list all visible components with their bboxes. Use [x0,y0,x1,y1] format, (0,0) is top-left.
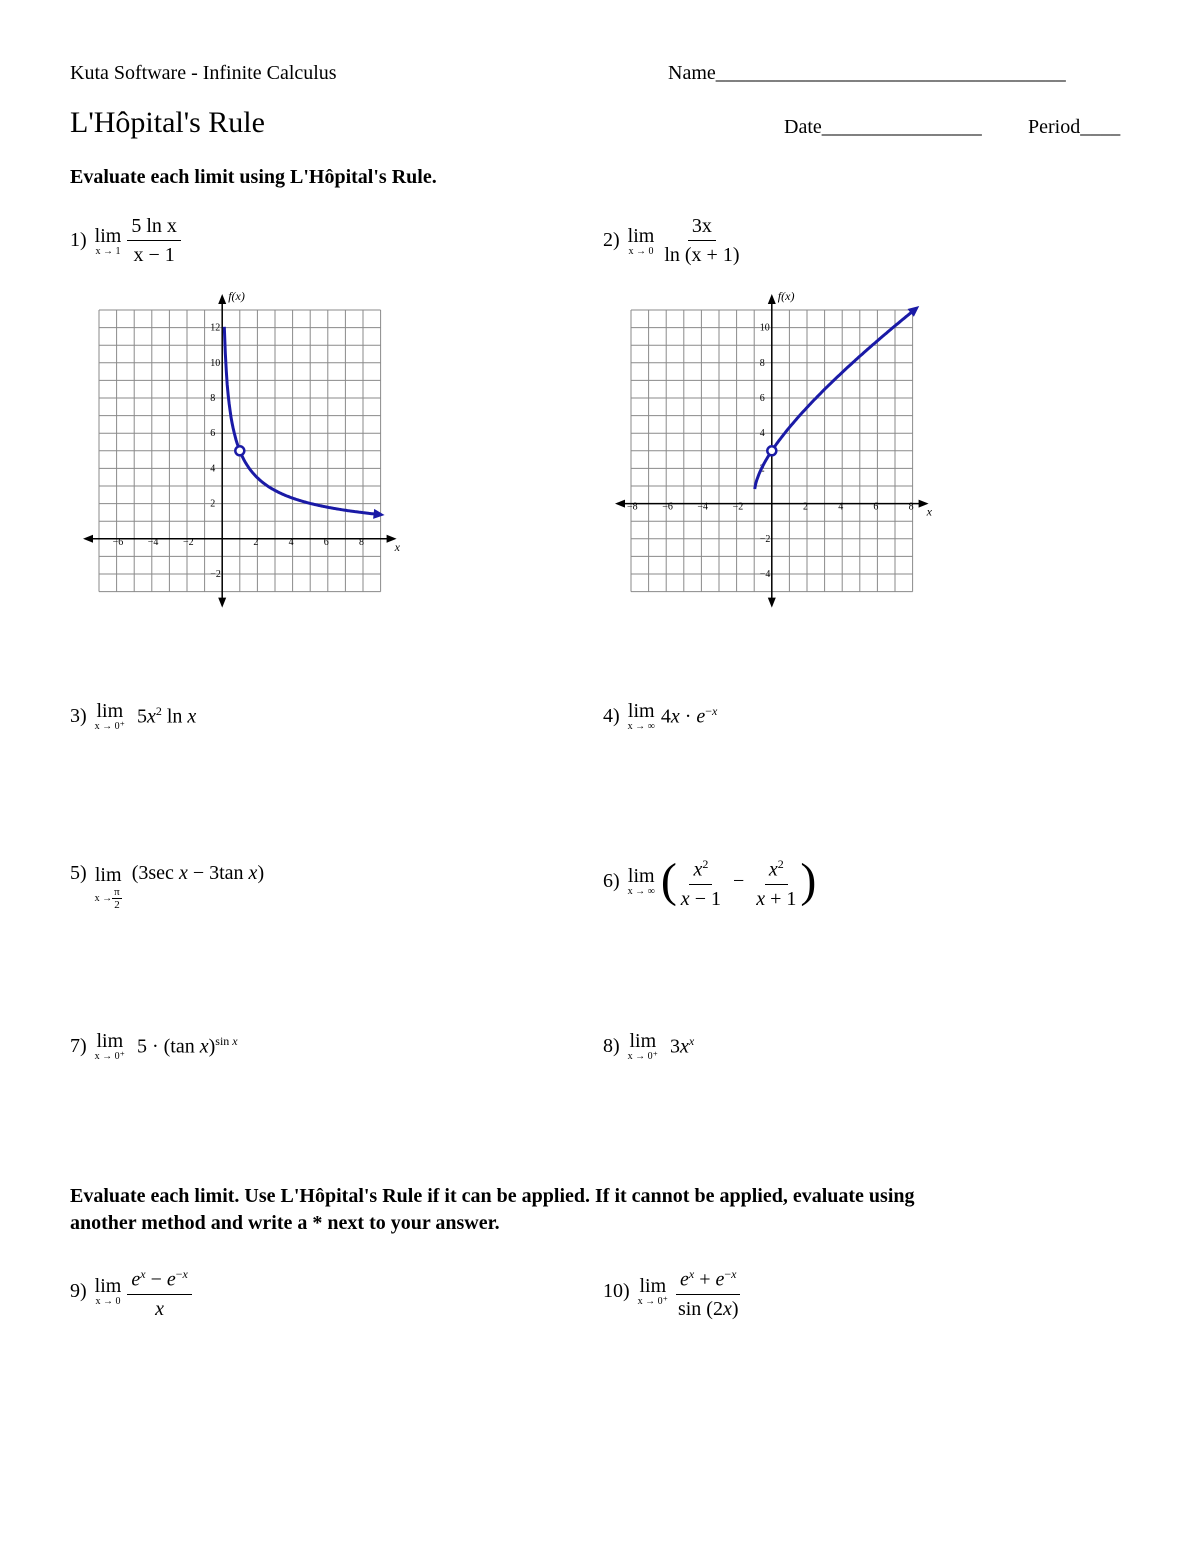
limit-operator: lim x → 0⁺ [94,1030,125,1062]
x-tick-label: 4 [838,501,844,513]
problem-number: 2) [603,229,620,251]
limit-operator: lim x → 0⁺ [94,700,125,732]
limit-operator: lim x → ∞ [627,700,655,732]
denominator: x − 1 [133,244,175,266]
y-tick-label: 2 [210,498,216,510]
x-tick-label: 4 [288,536,294,548]
hole-point [235,446,244,455]
y-tick-label: 2 [759,463,765,475]
y-axis-arrow-down [218,598,226,608]
section2-instructions-line2: another method and write a * next to your answer. [70,1212,500,1234]
problem-number: 8) [603,1034,620,1057]
problem-1 [70,214,181,267]
problem-7 [70,1030,238,1062]
problem-number: 1) [70,229,87,251]
name-field[interactable]: Name___________________________________ [668,62,1066,84]
y-tick-label: −2 [210,569,221,580]
date-field[interactable]: Date________________ [784,116,982,138]
y-tick-label: 6 [759,393,765,404]
section2-instructions-line1: Evaluate each limit. Use L'Hôpital's Rule if it can be applied. If it cannot be applied, evaluate using [70,1185,915,1207]
problem-9 [70,1262,192,1321]
fraction: $\frac{e^x + e^{-x}}{\sin (2x)}$ [674,1262,743,1321]
fraction [660,214,743,267]
x-tick-label: −8 [627,501,638,513]
hole-point [767,446,776,455]
problem-number: 4) [603,704,620,727]
problem-5 [70,850,265,911]
publisher-label: Kuta Software - Infinite Calculus [70,62,337,84]
numerator: 3x [688,214,716,241]
problem-number: 5) [70,862,87,884]
y-axis-arrow-up [218,294,226,304]
fraction: $\frac{x^2}{x + 1}$ [752,852,800,911]
y-tick-label: 6 [210,428,216,440]
y-tick-label: 8 [210,393,216,404]
limit-operator: lim x → 0⁺ [637,1275,668,1308]
limit-operator: lim x → 0 [627,224,655,257]
problem-2 [603,214,744,267]
limit-operator: lim x → ∞ [627,865,655,898]
y-axis-arrow-up [768,294,776,304]
problem-number: 6) [603,869,620,892]
expression: $5x^2$ ln x [136,703,197,728]
x-tick-label: −2 [183,536,194,548]
y-tick-label: 12 [210,322,221,334]
y-tick-label: 10 [210,357,221,369]
problem-6: 6) lim x → ∞ ( $\frac{x^2}{x - 1}$ − $\frac{x^2}{x + 1}$ ) [603,852,816,911]
period-field[interactable]: Period____ [1028,116,1121,138]
section1-instructions: Evaluate each limit using L'Hôpital's Rule. [70,166,437,188]
problem-4 [603,700,717,732]
expression: (3sec x − 3tan x) [131,862,265,884]
limit-operator: lim x → $\frac{\pi}{2}$ [94,864,122,911]
x-axis-arrow-left [83,535,93,543]
x-axis-arrow-left [615,500,625,508]
x-tick-label: 2 [253,536,259,548]
expression: $3x^x$ [669,1033,695,1058]
fraction [127,214,181,267]
problem-3 [70,700,196,732]
x-tick-label: 6 [323,536,329,548]
x-tick-label: 8 [908,501,914,513]
graph-2 [608,285,948,615]
limit-operator: lim x → 1 [94,224,122,257]
y-tick-label: 10 [759,322,770,334]
function-curve [755,309,916,490]
limit-operator: lim x → 0 [94,1275,122,1308]
x-tick-label: −6 [112,536,124,548]
problem-number: 3) [70,704,87,727]
problem-number: 10) [603,1279,630,1302]
y-axis-label: f(x) [228,289,245,303]
graph-1 [70,285,410,615]
y-tick-label: 4 [759,428,765,440]
curve-arrow [373,509,384,519]
y-tick-label: 8 [759,357,765,369]
problem-8 [603,1030,694,1062]
x-tick-label: −4 [697,501,709,513]
problem-number: 7) [70,1034,87,1057]
fraction: $\frac{x^2}{x - 1}$ [677,852,725,911]
denominator: ln (x + 1) [664,244,740,266]
pi-over-2: $\frac{\pi}{2}$ [114,886,120,911]
problem-number: 9) [70,1279,87,1302]
x-tick-label: 8 [359,536,364,548]
x-tick-label: −2 [732,501,744,513]
x-tick-label: 6 [873,501,879,513]
page-title: L'Hôpital's Rule [70,106,265,139]
y-axis-label: f(x) [777,289,795,303]
y-axis-arrow-down [768,598,776,608]
x-axis-label: x [926,504,932,519]
problem-10 [603,1262,743,1321]
y-tick-label: 4 [210,463,216,475]
numerator: 5 ln x [127,214,181,241]
fraction: $\frac{e^x - e^{-x}}{x}$ [127,1262,192,1321]
y-tick-label: −2 [759,533,771,545]
x-tick-label: 2 [803,501,808,513]
expression: $4x \cdot e^{-x}$ [660,703,718,728]
limit-operator: lim x → 0⁺ [627,1030,658,1062]
x-tick-label: −4 [147,536,159,548]
expression: 5 · (tan x)$^{sin x}$ [136,1033,238,1058]
x-axis-label: x [394,539,400,554]
x-tick-label: −6 [662,501,673,513]
y-tick-label: −4 [759,569,771,580]
